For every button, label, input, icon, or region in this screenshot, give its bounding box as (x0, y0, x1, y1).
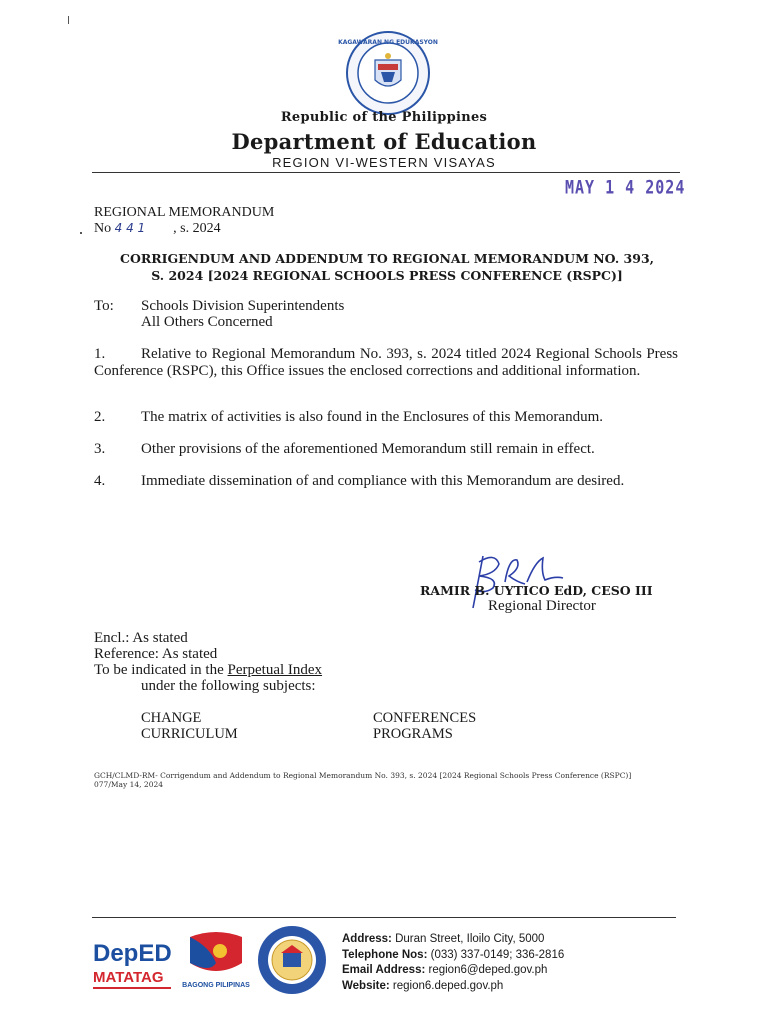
reference-code (94, 771, 631, 789)
bagong-pilipinas-logo (180, 929, 252, 991)
memo-series: , s. 2024 (173, 221, 221, 236)
email-label: Email Address: (342, 964, 426, 976)
reference-code-line: GCH/CLMD-RM- Corrigendum and Addendum to Regional Memorandum No. 393, s. 2024 [2024 Regional Schools Press Conference (RSPC)] (94, 771, 632, 780)
deped-logo-text: DepED (93, 940, 172, 967)
to-label: To: (94, 298, 114, 314)
enclosure: Encl.: As stated (94, 630, 188, 646)
header-department: Department of Education (231, 129, 537, 154)
paragraph-text: Immediate dissemination of and compliance with this Memorandum are desired. (141, 473, 625, 489)
scan-mark (68, 16, 69, 24)
website-link[interactable]: region6.deped.gov.ph (392, 979, 504, 992)
paragraph-number: 4. (94, 473, 106, 489)
perpetual-index-link: Perpetual Index (227, 662, 323, 678)
header-divider (92, 172, 680, 173)
paragraph-text: Other provisions of the aforementioned Memorandum still remain in effect. (141, 441, 595, 457)
memo-number (94, 221, 221, 237)
header-region: REGION VI-WESTERN VISAYAS (272, 155, 496, 170)
footer-divider (92, 917, 676, 918)
memo-subject (94, 250, 680, 284)
paragraph-4 (94, 473, 678, 490)
index-prefix: To be indicated in the (94, 662, 228, 678)
telephone-value: (033) 337-0149; 336-2816 (430, 948, 565, 961)
paragraph-text: Relative to Regional Memorandum No. 393, s. 2024 titled 2024 Regional Schools Press Conference (RSPC), this Office issues the enclosed corrections and additional information. (94, 346, 678, 379)
header-republic: Republic of the Philippines (280, 110, 488, 125)
address-value: Duran Street, Iloilo City, 5000 (395, 933, 545, 945)
paragraph-number: 3. (94, 441, 106, 457)
paragraph-number: 1. (94, 346, 106, 362)
paragraph-2 (94, 409, 678, 426)
matatag-text: MATATAG (93, 969, 164, 986)
index-suffix: under the following subjects: (141, 678, 316, 694)
reference: Reference: As stated (94, 646, 218, 662)
telephone-line (342, 948, 564, 964)
subject-line-2: S. 2024 [2024 REGIONAL SCHOOLS PRESS CONFERENCE (RSPC)] (151, 268, 623, 283)
paragraph-3 (94, 441, 678, 458)
deped-seal-icon (338, 30, 438, 116)
deped-matatag-logo (91, 935, 173, 993)
scan-mark (80, 232, 82, 234)
memo-no-prefix: No (94, 221, 112, 236)
address-label: Address: (342, 933, 392, 945)
paragraph-number: 2. (94, 409, 106, 425)
subject-line-1: CORRIGENDUM AND ADDENDUM TO REGIONAL MEMORANDUM NO. 393, (120, 251, 654, 266)
email-link[interactable]: region6@deped.gov.ph (428, 964, 548, 976)
reference-code-line: 077/May 14, 2024 (94, 780, 164, 789)
recipient: All Others Concerned (141, 314, 273, 330)
signatory-title: Regional Director (488, 598, 596, 614)
perpetual-index-line (94, 662, 322, 678)
signatory-name: RAMIR B. UYTICO EdD, CESO III (420, 583, 653, 598)
memo-label: REGIONAL MEMORANDUM (94, 205, 275, 220)
bagong-pilipinas-text: BAGONG PILIPINAS (182, 982, 250, 989)
telephone-label: Telephone Nos: (342, 948, 428, 961)
subject-item: CONFERENCES (373, 710, 477, 726)
subject-item: PROGRAMS (373, 726, 453, 742)
deped-region-seal-icon (257, 925, 327, 995)
paragraph-text: The matrix of activities is also found in the Enclosures of this Memorandum. (141, 409, 603, 425)
address-line (342, 932, 564, 948)
paragraph-1 (94, 346, 678, 380)
website-label: Website: (342, 979, 390, 992)
website-line (342, 979, 564, 995)
email-line (342, 963, 564, 979)
date-stamp: MAY 1 4 2024 (565, 176, 686, 199)
subject-item: CHANGE (141, 710, 202, 726)
footer-contact (342, 932, 564, 994)
memo-no-value: 4 4 1 (114, 221, 146, 235)
subject-item: CURRICULUM (141, 726, 238, 742)
recipient: Schools Division Superintendents (141, 298, 345, 314)
svg-text:KAGAWARAN NG EDUKASYON: KAGAWARAN NG EDUKASYON (338, 39, 438, 46)
